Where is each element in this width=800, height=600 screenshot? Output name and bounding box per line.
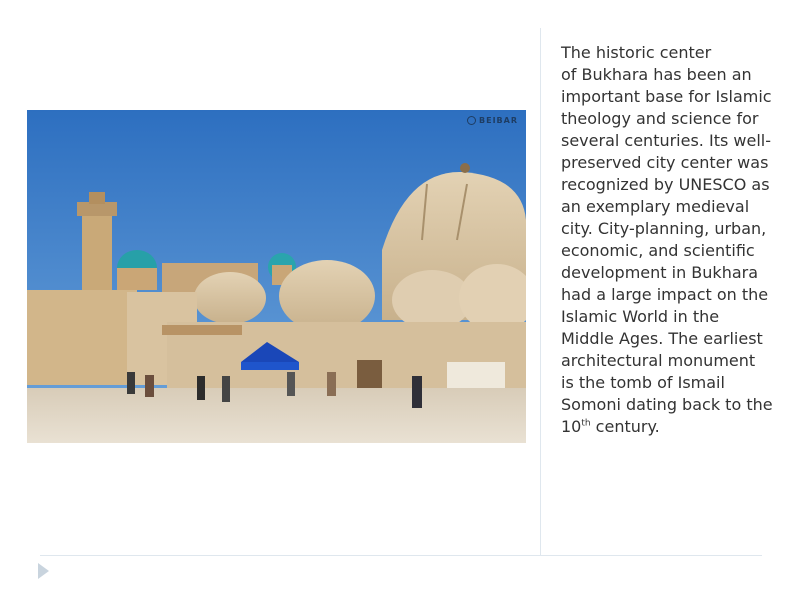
vertical-divider xyxy=(540,28,541,555)
logo-text: BEIBAR xyxy=(479,116,518,125)
body-text-end: century. xyxy=(590,417,660,436)
photo-watermark-logo xyxy=(467,116,518,125)
bukhara-photo xyxy=(27,110,526,443)
logo-ring-icon xyxy=(467,116,476,125)
ordinal-suffix: th xyxy=(581,418,591,429)
horizontal-divider xyxy=(40,555,762,556)
body-text-main: of Bukhara has been an important base for Islamic theology and science for several centuries. Its well-preserved city center was recognized by UNESCO as an exemplary medieval city. City-planning, urban, economic, and scientific development in Bukhara had a large impact on the Islamic World in the Middle Ages. The earliest architectural monument is the tomb of Ismail Somoni dating back to the 10 xyxy=(561,65,773,436)
photo-illustration xyxy=(27,110,526,443)
body-text xyxy=(561,42,773,438)
body-text-line1: The historic center xyxy=(561,43,712,62)
next-slide-arrow-icon[interactable] xyxy=(38,563,49,579)
